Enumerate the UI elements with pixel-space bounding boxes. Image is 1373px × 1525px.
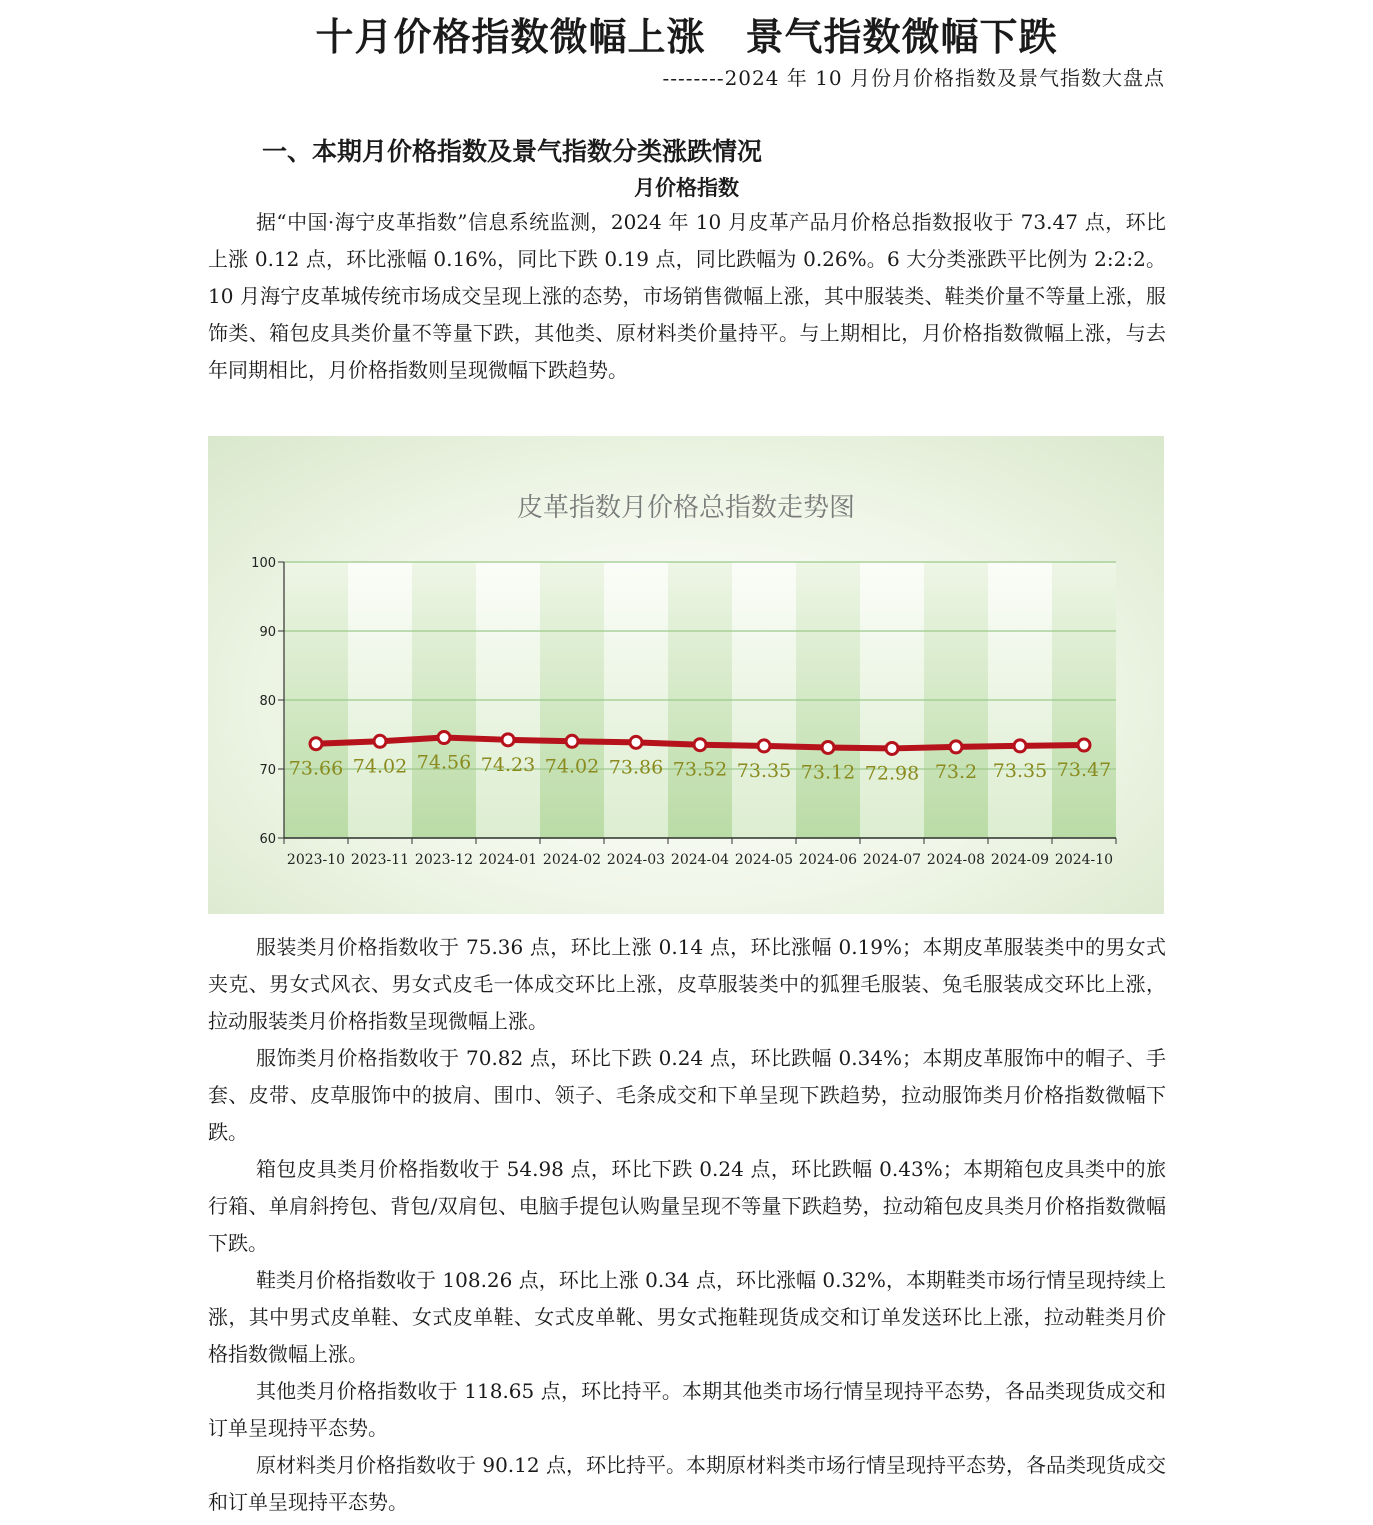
chart-data-label: 73.66 xyxy=(288,757,344,780)
chart-x-tick-label: 2024-03 xyxy=(606,852,666,868)
chart-data-point xyxy=(438,732,450,744)
chart-data-label: 74.56 xyxy=(416,751,472,774)
chart-x-tick-label: 2024-09 xyxy=(990,852,1050,868)
chart-data-point xyxy=(310,738,322,750)
chart-x-tick-label: 2024-10 xyxy=(1054,852,1114,868)
chart-data-label: 74.23 xyxy=(480,753,536,776)
chart-data-label: 73.35 xyxy=(992,759,1048,782)
materials-paragraph: 原材料类月价格指数收于 90.12 点，环比持平。本期原材料类市场行情呈现持平态势，各品类现货成交和订单呈现持平态势。 xyxy=(208,1453,1166,1514)
chart-x-tick-label: 2024-04 xyxy=(670,852,730,868)
chart-y-tick-label: 100 xyxy=(251,556,276,571)
chart-data-point xyxy=(630,736,642,748)
chart-x-tick-label: 2024-06 xyxy=(798,852,858,868)
chart-data-point xyxy=(694,739,706,751)
page-title xyxy=(0,6,1373,61)
chart-data-point xyxy=(1078,739,1090,751)
chart-data-label: 74.02 xyxy=(544,755,600,778)
others-paragraph: 其他类月价格指数收于 118.65 点，环比持平。本期其他类市场行情呈现持平态势，各品类现货成交和订单呈现持平态势。 xyxy=(208,1379,1166,1440)
chart-title: 皮革指数月价格总指数走势图 xyxy=(516,493,856,523)
chart-y-tick-label: 80 xyxy=(259,694,276,709)
chart-data-label: 73.86 xyxy=(608,756,664,779)
chart-data-label: 72.98 xyxy=(864,762,920,785)
chart-x-tick-label: 2024-01 xyxy=(478,852,538,868)
chart-x-tick-label: 2023-12 xyxy=(414,852,474,868)
chart-x-tick-label: 2024-07 xyxy=(862,852,922,868)
chart-x-tick-label: 2023-10 xyxy=(286,852,346,868)
chart-data-label: 73.47 xyxy=(1056,759,1112,782)
chart-x-tick-label: 2024-08 xyxy=(926,852,986,868)
chart-data-label: 74.02 xyxy=(352,755,408,778)
chart-data-point xyxy=(566,735,578,747)
section-heading: 一、本期月价格指数及景气指数分类涨跌情况 xyxy=(262,137,763,166)
chart-data-label: 73.52 xyxy=(672,758,728,781)
title-part-2: 景气指数微幅下跌 xyxy=(745,15,1058,59)
chart-data-point xyxy=(1014,740,1026,752)
price-index-chart xyxy=(208,436,1164,914)
bags-paragraph: 箱包皮具类月价格指数收于 54.98 点，环比下跌 0.24 点，环比跌幅 0.43%；本期箱包皮具类中的旅行箱、单肩斜挎包、背包/双肩包、电脑手提包认购量呈现不等量下跌趋势，拉动箱包皮具类月价格指数微幅下跌。 xyxy=(208,1157,1166,1255)
chart-data-point xyxy=(886,742,898,754)
page-subtitle: --------2024 年 10 月份月价格指数及景气指数大盘点 xyxy=(662,66,1165,90)
chart-data-point xyxy=(374,735,386,747)
accessories-paragraph: 服饰类月价格指数收于 70.82 点，环比下跌 0.24 点，环比跌幅 0.34%；本期皮革服饰中的帽子、手套、皮带、皮草服饰中的披肩、围巾、领子、毛条成交和下单呈现下跌趋势，拉动服饰类月价格指数微幅下跌。 xyxy=(208,1046,1166,1144)
chart-y-tick-label: 70 xyxy=(259,763,276,778)
chart-data-label: 73.2 xyxy=(934,760,978,783)
title-part-1: 十月价格指数微幅上涨 xyxy=(315,15,706,59)
chart-x-tick-label: 2024-05 xyxy=(734,852,794,868)
chart-data-point xyxy=(758,740,770,752)
chart-y-tick-label: 90 xyxy=(259,625,276,640)
chart-data-label: 73.12 xyxy=(800,761,856,784)
chart-data-point xyxy=(950,741,962,753)
clothing-paragraph: 服装类月价格指数收于 75.36 点，环比上涨 0.14 点，环比涨幅 0.19%；本期皮革服装类中的男女式夹克、男女式风衣、男女式皮毛一体成交环比上涨，皮草服装类中的狐狸毛服装、兔毛服装成交环比上涨，拉动服装类月价格指数呈现微幅上涨。 xyxy=(208,935,1166,1033)
intro-paragraph: 据“中国·海宁皮革指数”信息系统监测，2024 年 10 月皮革产品月价格总指数报收于 73.47 点，环比上涨 0.12 点，环比涨幅 0.16%，同比下跌 0.19 点，同比跌幅为 0.26%。6 大分类涨跌平比例为 2:2:2。10 月海宁皮革城传统市场成交呈现上涨的态势，市场销售微幅上涨，其中服装类、鞋类价量不等量上涨，服饰类、箱包皮具类价量不等量下跌，其他类、原材料类价量持平。与上期相比，月价格指数微幅上涨，与去年同期相比，月价格指数则呈现微幅下跌趋势。 xyxy=(208,210,1166,382)
chart-x-tick-label: 2024-02 xyxy=(542,852,602,868)
chart-y-tick-label: 60 xyxy=(259,832,276,847)
section-subheading: 月价格指数 xyxy=(634,176,739,200)
chart-data-point xyxy=(822,741,834,753)
chart-data-point xyxy=(502,734,514,746)
chart-x-tick-label: 2023-11 xyxy=(350,852,410,868)
chart-data-label: 73.35 xyxy=(736,759,792,782)
shoes-paragraph: 鞋类月价格指数收于 108.26 点，环比上涨 0.34 点，环比涨幅 0.32%，本期鞋类市场行情呈现持续上涨，其中男式皮单鞋、女式皮单鞋、女式皮单靴、男女式拖鞋现货成交和订单发送环比上涨，拉动鞋类月价格指数微幅上涨。 xyxy=(208,1268,1166,1366)
chart-svg xyxy=(208,436,1164,914)
